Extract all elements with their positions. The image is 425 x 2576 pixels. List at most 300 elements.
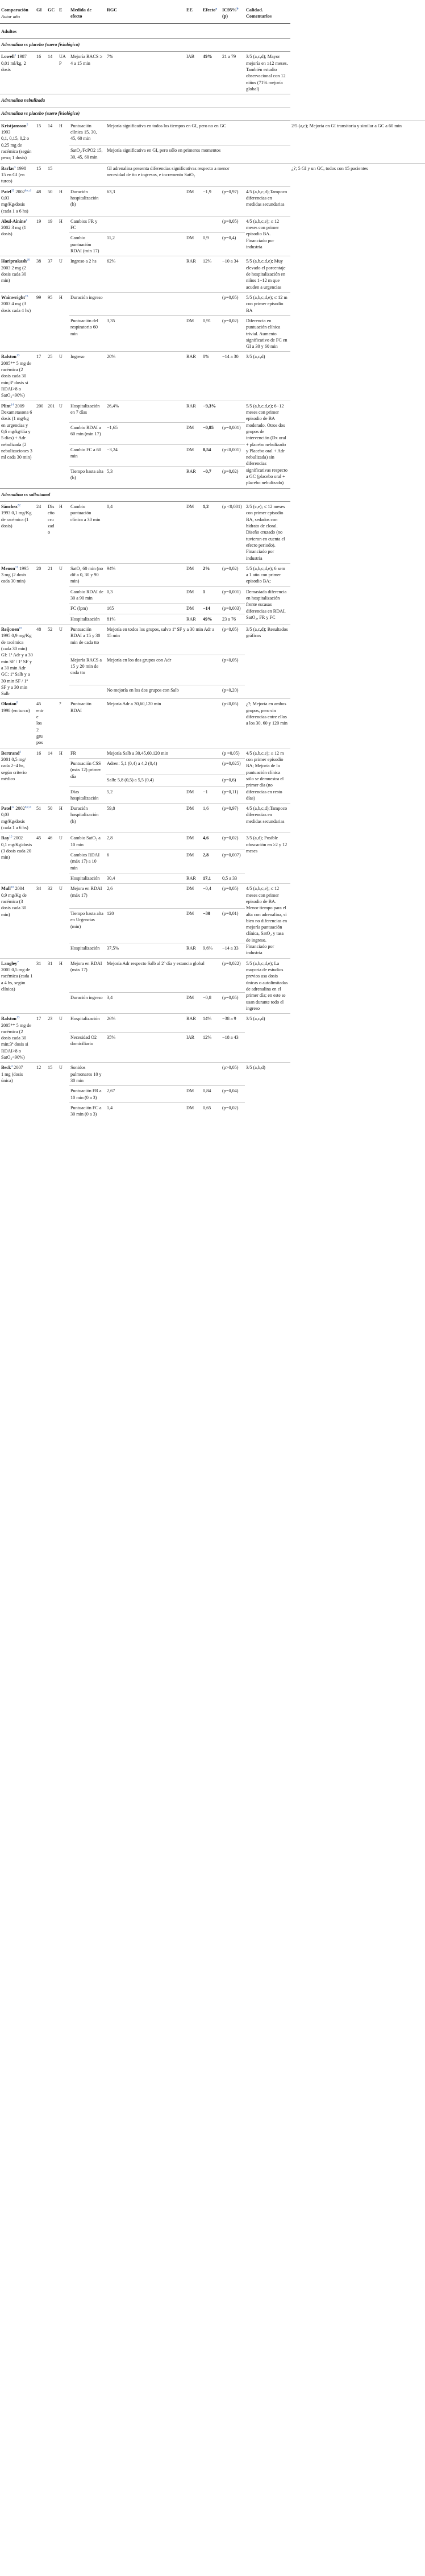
table-cell: 165 [106, 604, 185, 614]
table-cell: Duración hospitalización (h) [69, 804, 106, 833]
study-author: Beck [1, 1065, 11, 1071]
table-cell: 4/5 (a,b,c,e); ≤ 12 m con primer episodio BA; Mejoría de la puntuación clínica sólo se demuestra el primer día (no diferencias en resto días) [245, 748, 290, 804]
table-cell [185, 216, 202, 233]
table-body [0, 23, 425, 1119]
table-row [0, 699, 425, 748]
header-gi: GI [35, 0, 47, 23]
table-cell: Sonidos pulmonares 10 y 30 min [69, 1063, 106, 1086]
study-dose: 3 mg (2 dosis cada 30 min) [1, 572, 27, 584]
table-cell: 0,9 [202, 233, 221, 256]
reference-link[interactable]: b,c,d [24, 188, 31, 192]
table-cell: Cambio RDAI de 30 a 90 min [69, 586, 106, 604]
table-cell: Mejoría significativa en todos los tiempos en GI, pero no en GC [106, 120, 245, 145]
table-cell: SatO₂/FcPO2 15, 30, 45, 60 min [69, 145, 106, 163]
table-cell: DM [185, 315, 202, 352]
study-dose: 2005** 5 mg de racémica (2 dosis cada 30 min;3ª dosis si RDAI>8 o SatO₂<90%) [1, 1022, 31, 1060]
table-cell: RAR [185, 1014, 202, 1033]
study-author: Abul-Ainine [1, 218, 26, 224]
header-measure: Medida de efecto [69, 0, 106, 23]
table-cell: 62% [106, 256, 185, 293]
table-cell: 19 [35, 216, 47, 256]
study-author: Patel [1, 189, 11, 194]
table-cell: H [58, 748, 69, 804]
study-dose: Dexametasona 6 dosis (1 mg/kg en urgencias y 0,6 mg/kg/día y 5 días) + Adr nebulizada (2 nebulizaciones 3 ml cada 30 min) [1, 409, 32, 460]
reference-link[interactable]: 5 [26, 123, 28, 127]
table-cell: RAR [185, 614, 202, 624]
table-cell: 1,2 [202, 502, 221, 564]
table-cell: U [58, 256, 69, 293]
table-cell: Adren: 5,1 (0,4) a 4,2 (0,4) [106, 758, 221, 775]
study-dose: 2003 4 mg (3 dosis cada 4 hs) [1, 301, 31, 313]
table-cell: 14 [47, 748, 58, 804]
footnote-link[interactable]: a [215, 7, 218, 11]
table-cell: 19 [47, 216, 58, 256]
table-cell: 94% [106, 563, 185, 586]
table-cell: Tiempo hasta alta en Urgencias (min) [69, 909, 106, 943]
table-cell: 16 [35, 748, 47, 804]
table-cell: −0,7 [202, 467, 221, 489]
study-year: 1993 [1, 130, 11, 135]
table-cell: Duración ingreso [69, 992, 106, 1013]
table-cell: −0,4 [202, 884, 221, 909]
table-row [0, 352, 425, 401]
study-author: Menon [1, 565, 15, 571]
table-cell: 4/5 (a,b,c,e); ≤ 12 meses con primer episodio BA. Financiado por industria [245, 216, 290, 256]
table-cell: 3/5 (a,c,d); Resultados gráficos [245, 625, 290, 699]
table-cell: 201 [47, 401, 58, 488]
study-cell [0, 502, 35, 564]
table-cell: 3,4 [106, 992, 185, 1013]
table-cell: H [58, 120, 69, 163]
reference-link[interactable]: 13 [16, 1016, 20, 1019]
table-cell: (p=0,007) [221, 850, 245, 873]
table-cell: 14% [202, 1014, 221, 1033]
table-cell: (p=0,04) [221, 1086, 245, 1103]
table-cell: 2,8 [202, 850, 221, 873]
table-cell: No mejoría en los dos grupos con Salb [106, 685, 221, 699]
study-cell [0, 1063, 35, 1120]
table-cell: 49% [202, 614, 221, 624]
reference-link[interactable]: b,c,d [24, 805, 31, 809]
table-cell: GI adrenalina presenta diferencias significativas respecto a menor necesidad de tto e ingresos, e incremento SatO₂ [106, 163, 245, 186]
table-cell: U [58, 401, 69, 488]
table-cell [58, 163, 69, 186]
section-title: Adultos [0, 23, 290, 38]
table-cell: H [58, 958, 69, 1014]
study-author: Langley [1, 960, 18, 966]
table-cell [47, 699, 58, 748]
table-cell: Cambio FC a 60 min [69, 444, 106, 467]
table-cell: 1 [202, 586, 221, 604]
table-row [0, 256, 425, 293]
table-row [0, 120, 425, 145]
table-cell: (p=0,022) [221, 958, 245, 992]
table-row [0, 52, 425, 94]
study-year: 1987 [16, 54, 27, 60]
table-cell: U [58, 352, 69, 401]
reference-link[interactable]: 3 [14, 165, 16, 169]
table-cell: −9,3% [202, 401, 221, 423]
study-year: 1998 [15, 165, 26, 171]
table-cell: 45 [35, 833, 47, 884]
table-cell [69, 685, 106, 699]
table-cell [106, 292, 185, 315]
table-cell: DM [185, 186, 202, 216]
table-cell: (p=0,02) [221, 467, 245, 489]
table-row [0, 833, 425, 850]
table-cell: 16 [35, 52, 47, 94]
table-cell: (p=0,02) [221, 563, 245, 586]
table-cell [185, 292, 202, 315]
table-cell: 20 [35, 563, 47, 624]
table-cell: Hospitalización [69, 1014, 106, 1033]
study-dose: 0,03 mg/Kg/dosis (cada 1 a 6 hs) [1, 812, 28, 831]
table-cell: Cambios FR y FC [69, 216, 106, 233]
table-cell: Mejoría en todos los grupos, salvo 1ª SF y a 30 min Adr a 15 min [106, 625, 221, 655]
table-cell: 0,3 [106, 586, 185, 604]
reference-link[interactable]: 16 [19, 626, 22, 630]
table-cell: DM [185, 884, 202, 909]
table-row [0, 186, 425, 216]
table-cell: 17 [35, 352, 47, 401]
footnote-link[interactable]: b [236, 7, 239, 11]
table-cell: 30,4 [106, 873, 185, 883]
table-cell: DM [185, 992, 202, 1013]
table-cell: (p=0,001) [221, 423, 245, 445]
study-dose: 2005 0,5 mg de racémica (cada 1 a 4 hs, según clínica) [1, 967, 33, 992]
reference-link[interactable]: 10 [10, 885, 14, 889]
table-cell: 35% [106, 1033, 185, 1063]
table-cell: (p=0,6) [221, 775, 245, 786]
table-cell: DM [185, 604, 202, 614]
table-row [0, 1014, 425, 1033]
table-cell: 5/5 (a,b,c,d,e); Muy elevado el porcentaje de hospitalización en niños 1−12 m que acuden a urgencias [245, 256, 290, 293]
table-cell: U [58, 1014, 69, 1063]
table-cell: 37 [47, 256, 58, 293]
study-cell [0, 563, 35, 624]
table-cell: 200 [35, 401, 47, 488]
table-cell: DM [185, 233, 202, 256]
table-cell: 9,6% [202, 943, 221, 958]
study-dose: 1998 (en turco) [1, 708, 30, 713]
table-row [0, 1063, 425, 1086]
study-dose: 2002 3 mg (1 dosis) [1, 225, 26, 237]
table-cell: 0,65 [202, 1102, 221, 1119]
study-year: 2004 [14, 886, 24, 892]
table-cell: −38 a 9 [221, 1014, 245, 1033]
table-cell: Puntuación clínica 15, 30, 45, 60 min [69, 120, 106, 145]
table-cell: U [58, 1063, 69, 1120]
table-cell: RAR [185, 256, 202, 293]
header-quality: Calidad. Comentarios [245, 0, 290, 23]
study-cell [0, 186, 35, 216]
table-cell: 4/5 (a,b,c,d);Tampoco diferencias en medidas secundarias [245, 186, 290, 216]
table-cell: −3,24 [106, 444, 185, 467]
table-cell: −14 a 30 [221, 352, 245, 401]
table-cell: Cambio RDAI a 60 min (min 17) [69, 423, 106, 445]
table-cell: H [58, 804, 69, 833]
table-cell: 3/5 (a,d); Posible ofuscación en ≥2 y 12 meses [245, 833, 290, 884]
table-cell: −14 [202, 604, 221, 614]
table-cell: Cambio puntuación clínica a 30 min [69, 502, 106, 564]
table-cell: Mejoría RACS a 15 y 20 min de cada tto [69, 655, 106, 685]
table-cell: 5/5 (a,b,c,d,e); ≤ 12 m con primer episodio BA [245, 292, 290, 315]
table-row [0, 958, 425, 992]
table-cell: 49% [202, 52, 221, 94]
table-cell: 2,8 [106, 833, 185, 850]
study-cell [0, 292, 35, 352]
table-cell: 21 a 79 [221, 52, 245, 94]
table-cell: (p<0,05) [221, 625, 245, 655]
table-cell [245, 163, 290, 186]
table-cell: 38 [35, 256, 47, 293]
study-author: Mull [1, 886, 11, 892]
study-year: 2002 [14, 189, 25, 194]
table-cell [106, 216, 185, 233]
study-year: 2002 [14, 806, 25, 811]
study-dose: 0,1, 0,15, 0,2 o 0,25 mg de racémica (según peso; 1 dosis) [1, 136, 32, 161]
table-cell: 2,67 [106, 1086, 185, 1103]
table-cell: 50 [47, 186, 58, 216]
reference-link[interactable]: 1 [14, 53, 16, 57]
reference-link[interactable]: 14 [10, 402, 14, 406]
header-e: E [58, 0, 69, 23]
table-cell: 120 [106, 909, 185, 943]
reference-link[interactable]: 2 [19, 750, 22, 754]
header-rgc: RGC [106, 0, 185, 23]
table-cell: H [58, 216, 69, 256]
table-cell: (p<0,20) [221, 685, 245, 699]
table-cell: Puntuación CSS (máx 12) primer día [69, 758, 106, 786]
table-cell: 23 a 76 [221, 614, 245, 624]
reference-link[interactable]: 4 [11, 1064, 13, 1068]
table-cell: 95 [47, 292, 58, 352]
table-cell: 3,35 [106, 315, 185, 352]
table-cell: 17 [35, 1014, 47, 1063]
table-cell: (p=0,02) [221, 315, 245, 352]
study-author: Barlas [1, 165, 14, 171]
table-cell: (p=0,025) [221, 758, 245, 775]
table-cell: (p=0,01) [221, 909, 245, 943]
study-author: Plint [1, 403, 11, 409]
table-cell: 15 [47, 1063, 58, 1120]
subsection-title: Adrenalina nebulizada [0, 94, 290, 107]
table-cell: RAR [185, 943, 202, 958]
study-cell [0, 256, 35, 293]
table-cell: (p=0,97) [221, 804, 245, 833]
table-cell: DM [185, 444, 202, 467]
table-cell: U [58, 625, 69, 699]
study-cell [0, 699, 35, 748]
table-cell: 12 [35, 1063, 47, 1120]
table-cell: DM [185, 502, 202, 564]
table-cell: 21 [47, 563, 58, 624]
table-cell: Puntuación FR a 10 min (0 a 3) [69, 1086, 106, 1103]
table-cell: (p=0,4) [221, 233, 245, 256]
table-cell: 31 [47, 958, 58, 1014]
reference-link[interactable]: 23 [24, 294, 28, 298]
study-cell [0, 884, 35, 958]
table-cell: FC (lpm) [69, 604, 106, 614]
table-cell: 34 [35, 884, 47, 958]
table-cell: DM [185, 1102, 202, 1119]
table-cell: −1,9 [202, 186, 221, 216]
study-cell [0, 625, 35, 699]
table-cell: 2/5 (a,c); Mejoría en GI transitoria y similar a GC a 60 min [290, 120, 425, 163]
table-cell: U [58, 884, 69, 958]
table-cell: ? [58, 699, 69, 748]
study-dose: 1995 0,9 mg/Kg de racémica (cada 30 min) GI: 1ª Adr y a 30 min SF / 1ª SF y a 30 min Adr GC: 1ª Salb y a 30 min SF / 1ª SF y a 30 min Salb [1, 633, 33, 697]
table-cell: 25 [47, 352, 58, 401]
table-cell: RAR [185, 873, 202, 883]
table-cell: 2% [202, 563, 221, 586]
table-cell: −0,8 [202, 992, 221, 1013]
table-cell: ¿?; 5 GI y un GC, todos con 15 pacientes [290, 163, 425, 186]
table-cell: 15 [35, 163, 47, 186]
table-cell: Ingreso a 2 hs [69, 256, 106, 293]
subsection-title: Adrenalina vs placebo (suero fisiológico) [0, 107, 290, 120]
table-cell: H [58, 186, 69, 216]
header-row [0, 0, 425, 23]
table-cell: (p =0,05) [221, 748, 245, 758]
table-cell: 2,6 [106, 884, 185, 909]
table-cell: 0,84 [202, 1086, 221, 1103]
table-cell: (p=0,05) [221, 216, 245, 233]
table-cell [245, 120, 290, 145]
reference-link[interactable]: 8 [16, 701, 18, 705]
table-cell: −10 a 34 [221, 256, 245, 293]
table-cell: (p=0,02) [221, 833, 245, 850]
reference-link[interactable]: 13 [16, 353, 20, 357]
table-cell: DM [185, 586, 202, 604]
table-cell: 12% [202, 1033, 221, 1063]
study-author: Ralston [1, 1016, 16, 1022]
study-author: Hariprakash [1, 259, 27, 264]
table-cell: (p=0,003) [221, 604, 245, 614]
study-author: Sánchez [1, 504, 18, 509]
table-cell: 7% [106, 52, 185, 94]
reference-link[interactable]: 22 [17, 503, 21, 507]
study-dose: 15 en GI (en turco) [1, 172, 25, 184]
subsection-title: Adrenalina vs placebo (suero fisiológico) [0, 38, 290, 51]
table-cell: 0,4 [106, 502, 185, 564]
table-cell: 15 [47, 163, 58, 186]
table-cell: 45 entre los 2 grupos [35, 699, 47, 748]
table-cell: (p=0,97) [221, 186, 245, 216]
reference-link[interactable]: 7 [17, 960, 19, 964]
table-cell: 15 [35, 120, 47, 163]
study-author: Reijonen [1, 627, 19, 632]
table-cell: Hospitalización [69, 614, 106, 624]
table-cell: 4,6 [202, 833, 221, 850]
table-cell: FR [69, 748, 106, 758]
study-dose: 0,9 mg/Kg de racémica (3 dosis cada 30 min) [1, 892, 27, 917]
table-cell: Hospitalización [69, 873, 106, 883]
table-cell: Días hospitalización [69, 786, 106, 804]
reference-link[interactable]: 15 [9, 835, 13, 839]
table-cell: 5/5 (a,b,c,d,e); 6−12 meses con primer episodio de BA moderado. Otros dos grupos de intervención (Dx oral + placebo nebulizado y Placebo oral + Adr nebulizada) sin diferencias significativas respecto a GC (placebo oral + placebo nebulizado) [245, 401, 290, 488]
table-cell: Hospitalización [69, 943, 106, 958]
subsection-title: Adrenalina vs salbutamol [0, 488, 290, 501]
table-cell: 99 [35, 292, 47, 352]
study-cell [0, 216, 35, 256]
study-year: 2009 [14, 403, 24, 409]
table-cell: 14 [47, 120, 58, 163]
table-cell: 12% [202, 256, 221, 293]
table-cell: (p=0,05) [221, 884, 245, 909]
study-cell [0, 804, 35, 833]
reference-link[interactable]: 12 [11, 805, 15, 809]
table-cell: 50 [47, 804, 58, 833]
table-cell: 3/5 (a,c,d) [245, 1014, 290, 1063]
reference-link[interactable]: 20 [27, 258, 30, 262]
table-cell: Puntuación RDAI [69, 699, 106, 748]
table-row [0, 563, 425, 586]
table-cell: Duración hospitalización (h) [69, 186, 106, 216]
study-cell [0, 748, 35, 804]
table-cell: DM [185, 804, 202, 833]
study-cell [0, 163, 35, 186]
subsection-row [0, 94, 425, 107]
table-cell: (p=0,05) [221, 992, 245, 1013]
table-cell: H [58, 292, 69, 352]
table-row [0, 884, 425, 909]
table-cell: 0,5 a 33 [221, 873, 245, 883]
table-cell: Duración ingreso [69, 292, 106, 315]
reference-link[interactable]: 12 [11, 188, 15, 192]
table-cell: RAR [185, 401, 202, 423]
table-cell: (p<0,05) [221, 699, 245, 748]
study-dose: 2001 0,5 mg/ cada 2−4 hs, según criterio médico [1, 756, 27, 781]
table-cell: DM [185, 423, 202, 445]
table-row [0, 292, 425, 315]
table-cell [106, 1063, 185, 1086]
table-cell: Puntuación del respiratorio 60 min [69, 315, 106, 352]
reference-link[interactable]: 11 [15, 565, 18, 569]
table-cell: DM [185, 833, 202, 850]
table-cell: (p=0,11) [221, 786, 245, 804]
reference-link[interactable]: 1 [26, 218, 28, 222]
study-dose: 0,1 mg/Kg/dosis (3 dosis cada 20 min) [1, 842, 32, 860]
table-cell: 81% [106, 614, 185, 624]
study-year: 2002 [12, 835, 23, 841]
table-cell: 23 [47, 1014, 58, 1063]
study-author: Patel [1, 806, 11, 811]
table-cell: 63,3 [106, 186, 185, 216]
table-cell: UAP [58, 52, 69, 94]
table-cell: −18 a 43 [221, 1033, 245, 1063]
table-cell: −30 [202, 909, 221, 943]
table-cell: 52 [47, 625, 58, 699]
subsection-row [0, 488, 425, 501]
study-cell [0, 1014, 35, 1063]
study-author: Kristjansson [1, 123, 27, 128]
table-cell: 26% [106, 1014, 185, 1033]
table-cell: 3/5 (a,b,d) [245, 1063, 290, 1120]
table-cell: −0,85 [202, 423, 221, 445]
study-author: Okutan [1, 701, 16, 707]
table-row [0, 163, 425, 186]
table-row [0, 625, 425, 655]
study-cell [0, 958, 35, 1014]
evidence-table [0, 0, 425, 1120]
table-cell: Mejoría RACS ≥ 4 a 15 min [69, 52, 106, 94]
table-cell: Mejoría Adr respecto Salb al 2º día y estancia global [106, 958, 221, 992]
table-cell: 3/5 (a,c,d) [245, 352, 290, 401]
table-cell: 5/5 (a,b,c,d,e); 6 sem a 1 año con primer episodio BA; [245, 563, 290, 586]
table-cell: (p<0,001) [221, 444, 245, 467]
table-cell: 32 [47, 884, 58, 958]
